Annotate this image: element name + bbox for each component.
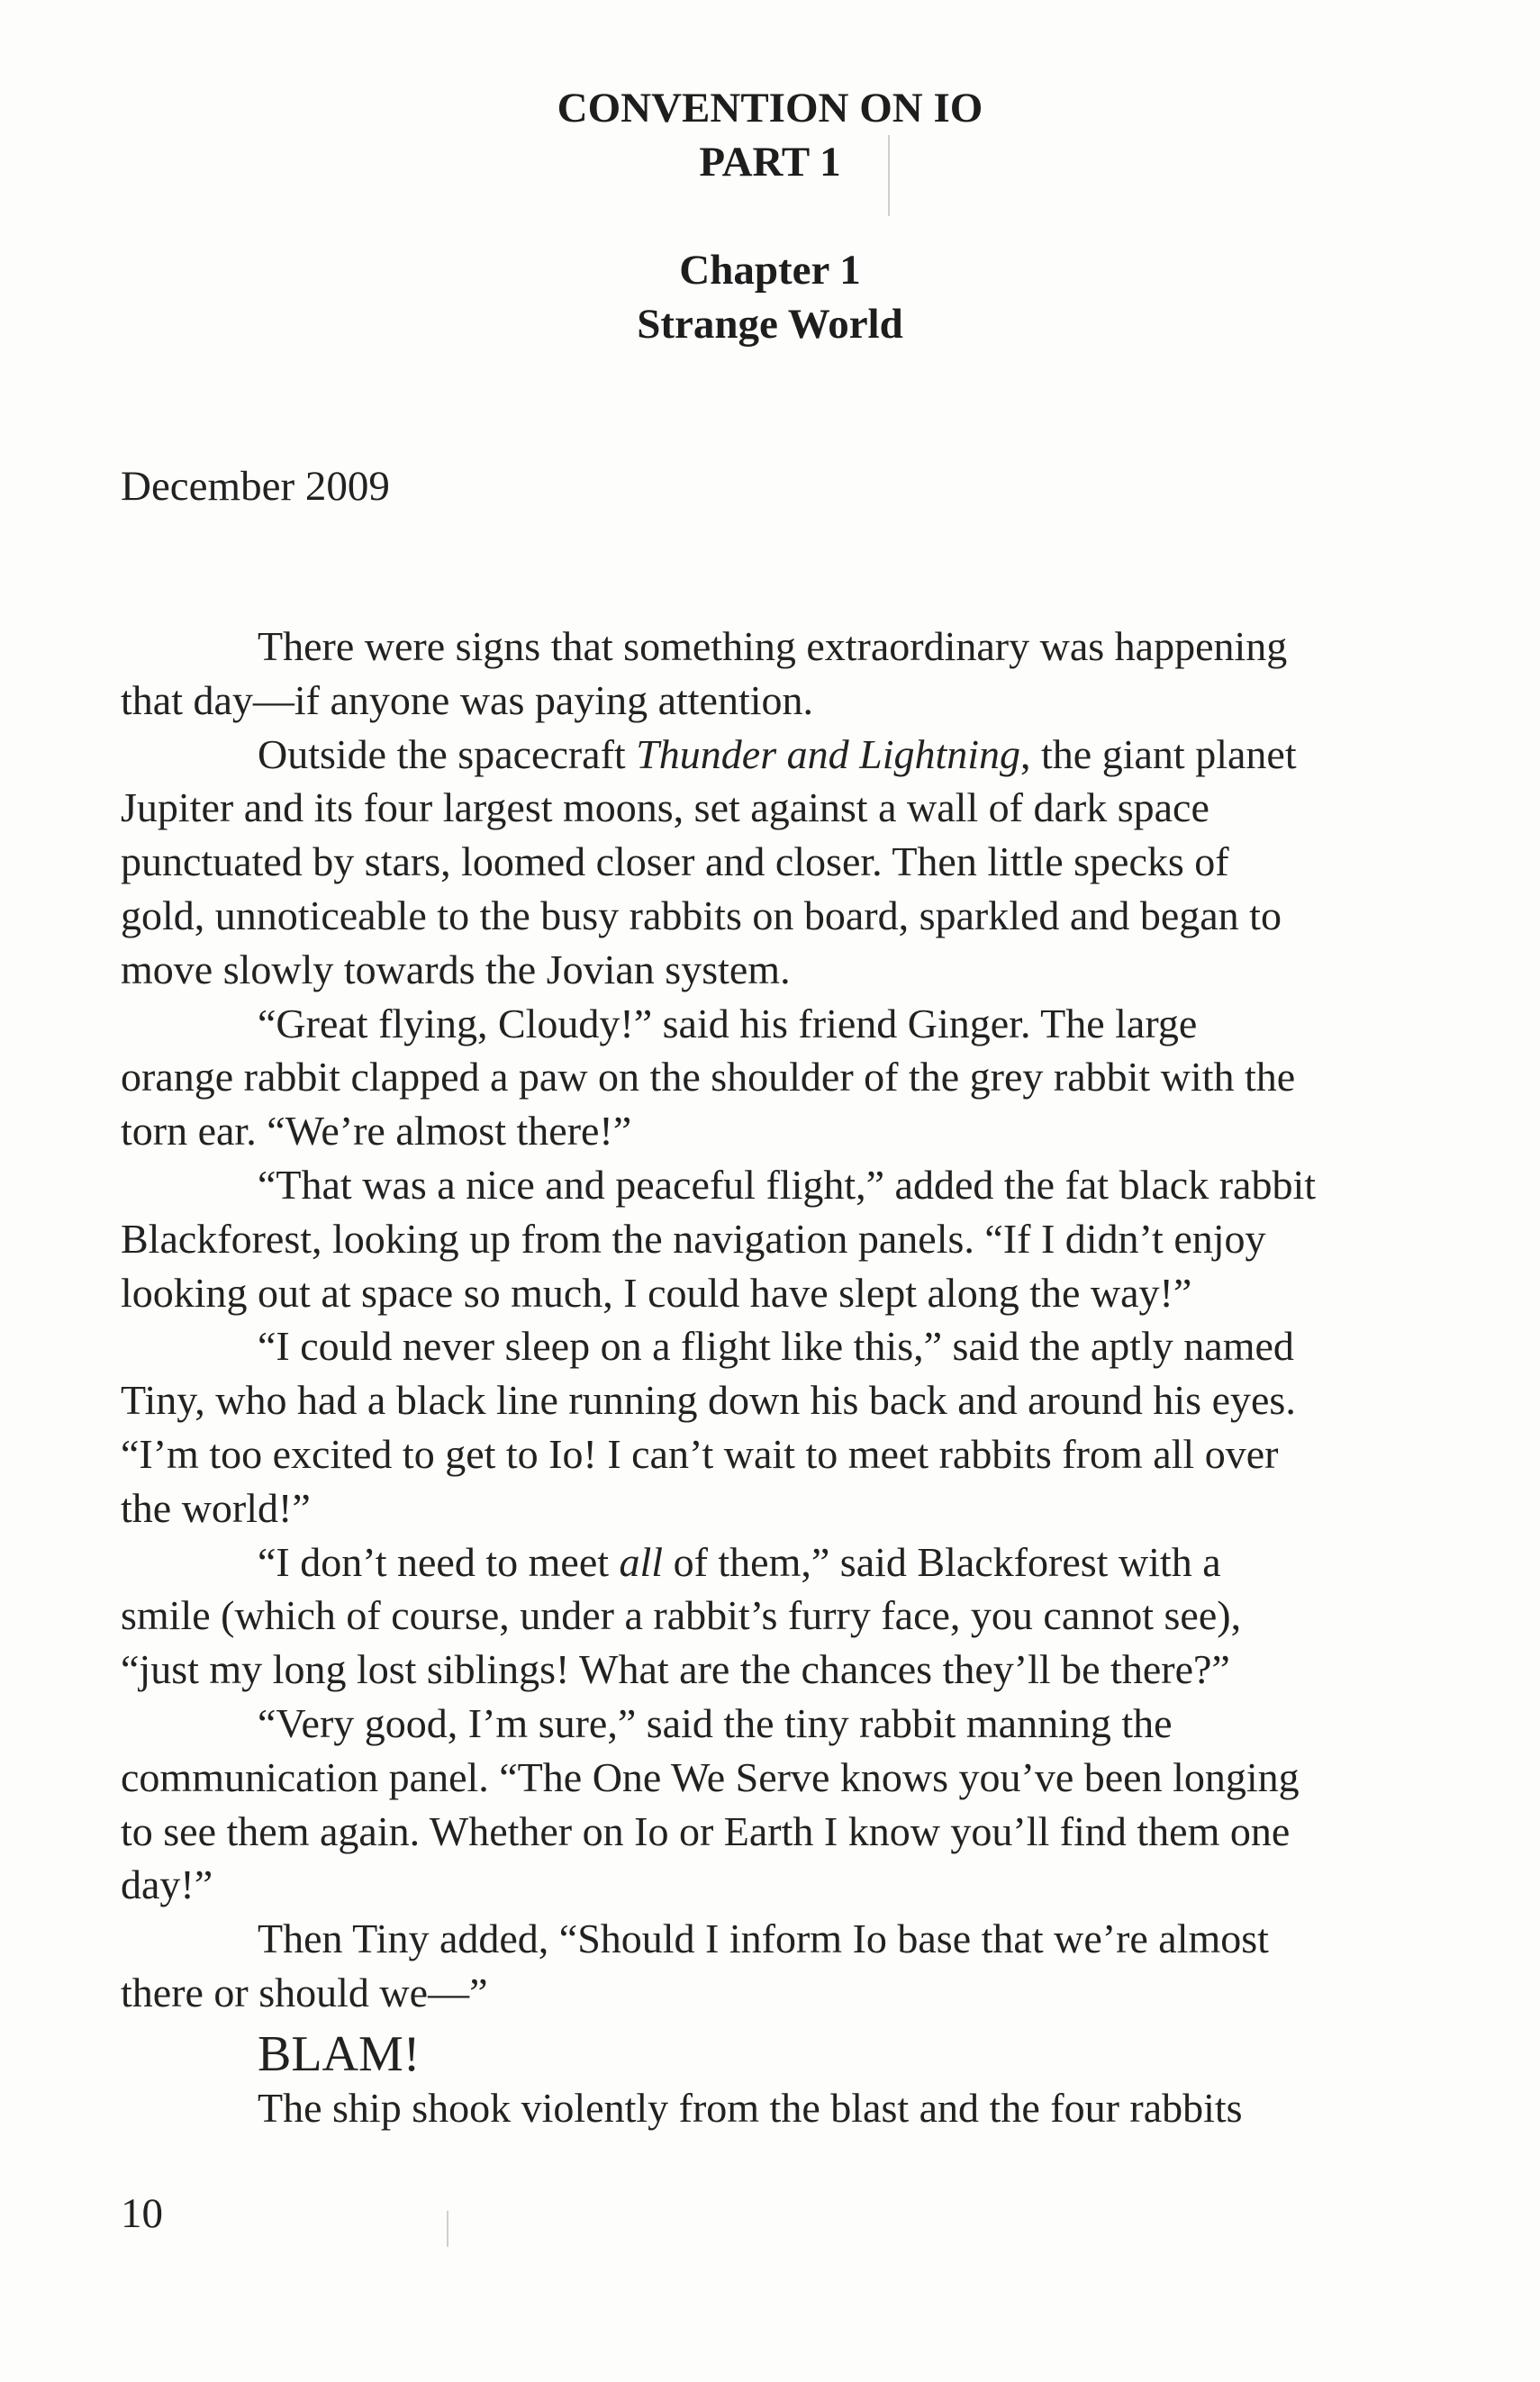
body-line: looking out at space so much, I could have slept along the way!” [121,1269,1192,1316]
body-line: move slowly towards the Jovian system. [121,946,791,992]
body-line: the world!” [121,1484,311,1531]
body-line: “I’m too excited to get to Io! I can’t wait to meet rabbits from all over [121,1430,1279,1477]
body-line: Tiny, who had a black line running down his back and around his eyes. [121,1377,1296,1424]
body-line: that day—if anyone was paying attention. [121,676,814,723]
book-title [0,81,1540,189]
body-line: day!” [121,1861,213,1908]
body-line: punctuated by stars, loomed closer and closer. Then little specks of [121,838,1229,885]
emphasis-text: all [619,1538,664,1585]
body-line: torn ear. “We’re almost there!” [121,1108,632,1155]
book-title-line-1: CONVENTION ON IO [557,85,983,131]
body-line: “just my long lost siblings! What are the chances they’ll be there?” [121,1646,1230,1693]
body-line: there or should we—” [121,1969,488,2015]
body-line [121,1535,1400,1590]
body-line: There were signs that something extraordinary was happening [258,623,1288,669]
chapter-title: Strange World [637,301,903,348]
body-text-run: of them,” said Blackforest with a [663,1538,1221,1585]
chapter-body [121,620,1400,2135]
body-text-run: Outside the spacecraft [258,730,637,777]
body-line: to see them again. Whether on Io or Earth I know you’ll find them one [121,1807,1291,1854]
body-line: orange rabbit clapped a paw on the shoulder of the grey rabbit with the [121,1054,1296,1100]
sound-effect: BLAM! [258,2025,421,2082]
body-text-run: “I don’t need to meet [258,1538,620,1585]
body-line: communication panel. “The One We Serve knows you’ve been longing [121,1753,1300,1800]
body-line: “Very good, I’m sure,” said the tiny rabbit manning the [258,1699,1173,1746]
body-line: “That was a nice and peaceful flight,” added the fat black rabbit [258,1161,1316,1208]
scan-artifact-line [447,2211,448,2247]
body-line: smile (which of course, under a rabbit’s furry face, you cannot see), [121,1592,1242,1639]
body-line: Jupiter and its four largest moons, set against a wall of dark space [121,784,1209,831]
body-line: “Great flying, Cloudy!” said his friend Ginger. The large [258,1000,1198,1046]
body-line: Then Tiny added, “Should I inform Io base that we’re almost [258,1916,1269,1962]
body-line [121,728,1400,782]
body-line: The ship shook violently from the blast and the four rabbits [258,2084,1243,2131]
spacecraft-name: Thunder and Lightning [636,730,1021,777]
page-number: 10 [121,2190,163,2237]
body-line: “I could never sleep on a flight like this,” said the aptly named [258,1323,1294,1370]
book-title-line-2: PART 1 [699,139,841,186]
body-text-run: , the giant planet [1020,730,1297,777]
chapter-number: Chapter 1 [679,247,861,294]
body-line: Blackforest, looking up from the navigation panels. “If I didn’t enjoy [121,1215,1266,1262]
dateline: December 2009 [121,463,390,510]
chapter-heading [0,243,1540,351]
body-line: gold, unnoticeable to the busy rabbits on board, sparkled and began to [121,892,1282,938]
